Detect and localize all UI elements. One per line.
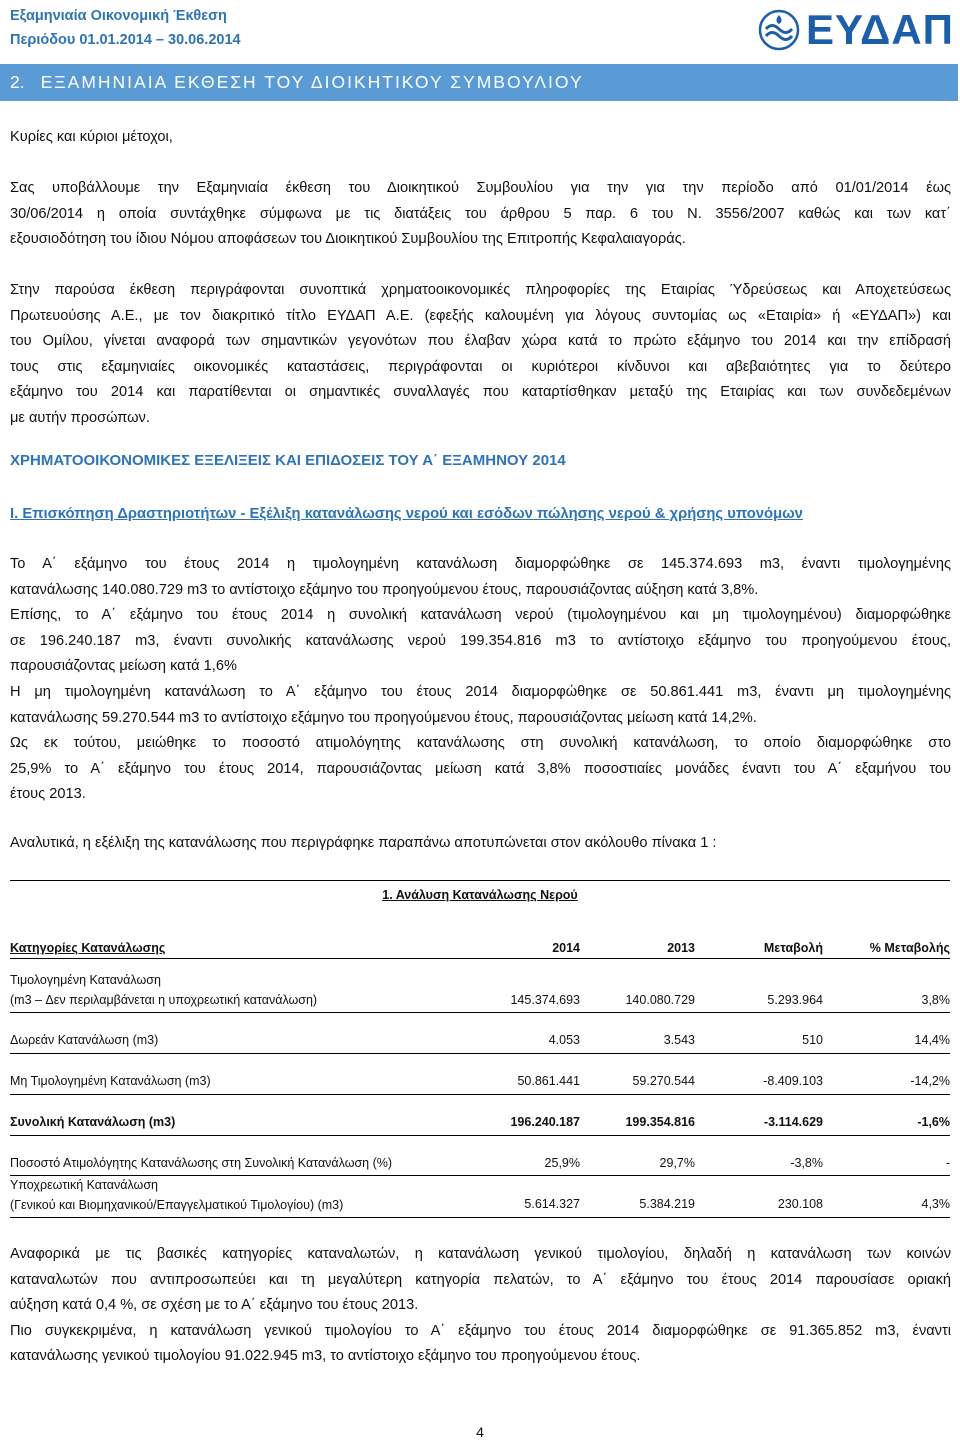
col-header-2013: 2013 <box>667 941 695 955</box>
consumption-line: σε 196.240.187 m3, έναντι συνολικής κατανάλωσης νερού 199.354.816 m3 το αντίστοιχο εξάμηνο του προηγούμενου έτους, <box>10 632 951 649</box>
overview-line: Πρωτευούσης Α.Ε., με τον διακριτικό τίτλο ΕΥΔΑΠ Α.Ε. (εφεξής καλουμένη για λόγους συντομίας ως «Εταιρία» ή «ΕΥΔΑΠ») και <box>10 307 951 324</box>
col-header-category: Κατηγορίες Κατανάλωσης <box>10 941 166 955</box>
tariff-line: κατανάλωσης γενικού τιμολογίου 91.022.945 m3, το αντίστοιχο εξάμηνο του προηγούμενου έτους. <box>10 1348 641 1365</box>
overview-line: Στην παρούσα έκθεση περιγράφονται συνοπτικά χρηματοοικονομικές πληροφορίες της Εταιρίας Ύδρεύσεως και Αποχετεύσεως <box>10 282 951 298</box>
table-title: 1. Ανάλυση Κατανάλωσης Νερού <box>382 888 578 902</box>
cell-pct: -1,6% <box>917 1115 950 1129</box>
general-tariff-paragraph <box>10 1242 951 1370</box>
cell-pct: 3,8% <box>921 993 950 1007</box>
intro-line: Σας υποβάλλουμε την Εξαμηνιαία έκθεση του Διοικητικού Συμβουλίου για την για την περίοδο από 01/01/2014 έως <box>10 180 951 196</box>
cell-2014: 25,9% <box>544 1156 580 1170</box>
table-row <box>10 1156 950 1174</box>
logo-text: ΕΥΔΑΠ <box>805 6 954 53</box>
row-label-top: Τιμολογημένη Κατανάλωση <box>10 973 161 987</box>
cell-2013: 199.354.816 <box>625 1115 695 1129</box>
col-header-2014: 2014 <box>552 941 580 955</box>
col-header-pct-change: % Μεταβολής <box>869 941 950 955</box>
cell-2014: 5.614.327 <box>524 1197 580 1211</box>
table-row-total <box>10 1115 950 1133</box>
row-rule <box>10 1053 950 1054</box>
tariff-line: Αναφορικά με τις βασικές κατηγορίες καταναλωτών, η κατανάλωση γενικού τιμολογίου, δηλαδή η κατανάλωση των κοινών <box>10 1246 951 1262</box>
table-row <box>10 1033 950 1051</box>
logo-emblem-icon <box>758 9 800 51</box>
table-top-rule <box>10 880 950 881</box>
tariff-line: Πιο συγκεκριμένα, η κατανάλωση γενικού τιμολογίου το Α΄ εξάμηνο του έτους 2014 διαμορφώθηκε σε 91.365.852 m3, έναντι <box>10 1322 951 1339</box>
consumption-line: Η μη τιμολογημένη κατανάλωση το Α΄ εξάμηνο του έτους 2014 διαμορφώθηκε σε 50.861.441 m3, έναντι μη τιμολογημένης <box>10 683 951 700</box>
row-rule <box>10 1094 950 1095</box>
table-intro-paragraph: Αναλυτικά, η εξέλιξη της κατανάλωσης που περιγράφηκε παραπάνω αποτυπώνεται στον ακόλουθο πίνακα 1 : <box>10 835 717 851</box>
table-row <box>10 973 950 1009</box>
cell-2013: 59.270.544 <box>632 1074 695 1088</box>
cell-pct: - <box>945 1156 950 1170</box>
company-logo <box>758 6 954 54</box>
page-number: 4 <box>476 1424 484 1440</box>
running-header <box>10 4 241 52</box>
cell-pct: 4,3% <box>921 1197 950 1211</box>
row-label: Δωρεάν Κατανάλωση (m3) <box>10 1033 159 1047</box>
section-number: 2. <box>10 72 25 92</box>
section-banner <box>0 64 958 101</box>
row-label: (m3 – Δεν περιλαμβάνεται η υποχρεωτική κατανάλωση) <box>10 993 318 1007</box>
overview-line: του Ομίλου, γίνεται αναφορά των σημαντικών γεγονότων που έλαβαν χώρα κατά το πρώτο εξάμηνο του 2014 και την επίδρασή <box>10 333 951 350</box>
cell-2014: 145.374.693 <box>510 993 580 1007</box>
activity-subsection-heading <box>10 506 803 522</box>
consumption-line: 25,9% το Α΄ εξάμηνο του έτους 2014, παρουσιάζοντας μείωση κατά 3,8% ποσοστιαίες μονάδες έναντι του Α΄ εξαμήνου του <box>10 760 951 777</box>
tariff-line: αύξηση κατά 0,4 %, σε σχέση με το Α΄ εξάμηνο του έτους 2013. <box>10 1297 419 1314</box>
col-header-change: Μεταβολή <box>763 941 823 955</box>
cell-2014: 196.240.187 <box>510 1115 580 1129</box>
cell-pct: 14,4% <box>914 1033 950 1047</box>
section-banner-title: ΕΞΑΜΗΝΙΑΙΑ ΕΚΘΕΣΗ ΤΟΥ ΔΙΟΙΚΗΤΙΚΟΥ ΣΥΜΒΟΥΛΙΟΥ <box>40 72 584 92</box>
table-header-rule <box>10 958 950 959</box>
overview-line: με αυτήν προσώπων. <box>10 409 150 426</box>
report-title: Εξαμηνιαία Οικονομική Έκθεση <box>10 8 227 24</box>
consumption-paragraph <box>10 552 951 808</box>
consumption-line: παρουσιάζοντας μείωση κατά 1,6% <box>10 658 237 675</box>
cell-2013: 5.384.219 <box>639 1197 695 1211</box>
overview-line: εξάμηνο του 2014 και παρατίθενται οι σημαντικές συναλλαγές που καταρτίσθηκαν μεταξύ της Εταιρίας και των συνδεδεμένων <box>10 384 951 401</box>
intro-line: 30/06/2014 η οποία συντάχθηκε σύμφωνα με τις διατάξεις του άρθρου 5 παρ. 6 του Ν. 3556/2007 καθώς και των κατ΄ <box>10 205 951 222</box>
row-label: Μη Τιμολογημένη Κατανάλωση (m3) <box>10 1074 211 1088</box>
greeting: Κυρίες και κύριοι μέτοχοι, <box>10 129 173 145</box>
cell-2013: 140.080.729 <box>625 993 695 1007</box>
consumption-line: κατανάλωσης 140.080.729 m3 το αντίστοιχο εξάμηνο του προηγούμενου έτους, παρουσιάζοντας αύξηση κατά 3,8%. <box>10 581 759 598</box>
consumption-line: Επίσης, το Α΄ εξάμηνο του έτους 2014 η συνολική κατανάλωση νερού (τιμολογημένου και μη τιμολογημένου) διαμορφώθηκε <box>10 607 951 624</box>
overview-paragraph <box>10 278 951 432</box>
consumption-line: Το Α΄ εξάμηνο του έτους 2014 η τιμολογημένη κατανάλωση διαμορφώθηκε σε 145.374.693 m3, έναντι τιμολογημένης <box>10 556 951 572</box>
cell-change: -3.114.629 <box>763 1115 823 1129</box>
cell-2014: 50.861.441 <box>517 1074 580 1088</box>
intro-paragraph <box>10 176 951 253</box>
tariff-line: καταναλωτών που αντιπροσωπεύει και τη μεγαλύτερη κατηγορία πελατών, το Α΄ εξάμηνο του έτους 2014 παρουσίασε οριακή <box>10 1271 951 1288</box>
intro-line: εξουσιοδότηση του ίδιου Νόμου αποφάσεων του Διοικητικού Συμβουλίου της Επιτροπής Κεφαλαιαγοράς. <box>10 231 686 248</box>
row-rule <box>10 1175 950 1176</box>
row-rule <box>10 1012 950 1013</box>
consumption-line: Ως εκ τούτου, μειώθηκε το ποσοστό ατιμολόγητης κατανάλωσης στη συνολική κατανάλωση, το οποίο διαμορφώθηκε στο <box>10 735 951 752</box>
cell-change: -3,8% <box>790 1156 823 1170</box>
row-rule <box>10 1135 950 1136</box>
activity-subsection-text: Ι. Επισκόπηση Δραστηριοτήτων - Εξέλιξη κατανάλωσης νερού και εσόδων πώλησης νερού & χρήσης υπονόμων <box>10 506 803 522</box>
row-label-top: Υποχρεωτική Κατανάλωση <box>10 1178 158 1192</box>
row-label: Συνολική Κατανάλωση (m3) <box>10 1115 176 1129</box>
cell-pct: -14,2% <box>910 1074 950 1088</box>
cell-2013: 3.543 <box>663 1033 695 1047</box>
cell-change: 5.293.964 <box>767 993 823 1007</box>
table-row <box>10 1177 950 1215</box>
cell-change: 510 <box>802 1033 823 1047</box>
report-period: Περιόδου 01.01.2014 – 30.06.2014 <box>10 32 241 48</box>
table-bottom-rule <box>10 1217 950 1218</box>
row-label: (Γενικού και Βιομηχανικού/Επαγγελματικού Τιμολογίου) (m3) <box>10 1198 344 1212</box>
consumption-line: κατανάλωσης 59.270.544 m3 το αντίστοιχο εξάμηνο του προηγούμενου έτους, παρουσιάζοντας μείωση κατά 14,2%. <box>10 709 757 726</box>
cell-2014: 4.053 <box>548 1033 580 1047</box>
table-header-row <box>10 941 950 957</box>
cell-change: -8.409.103 <box>763 1074 823 1088</box>
consumption-line: έτους 2013. <box>10 786 86 803</box>
cell-change: 230.108 <box>777 1197 823 1211</box>
cell-2013: 29,7% <box>659 1156 695 1170</box>
overview-line: τους στις εξαμηνιαίες οικονομικές καταστάσεις, περιγράφονται οι κυριότεροι κίνδυνοι και αβεβαιότητες για το δεύτερο <box>10 358 951 375</box>
table-row <box>10 1074 950 1092</box>
financial-section-heading: ΧΡΗΜΑΤΟΟΙΚΟΝΟΜΙΚΕΣ ΕΞΕΛΙΞΕΙΣ ΚΑΙ ΕΠΙΔΟΣΕΙΣ ΤΟΥ Α΄ ΕΞΑΜΗΝΟΥ 2014 <box>10 452 566 469</box>
row-label: Ποσοστό Ατιμολόγητης Κατανάλωσης στη Συνολική Κατανάλωση (%) <box>10 1156 393 1170</box>
